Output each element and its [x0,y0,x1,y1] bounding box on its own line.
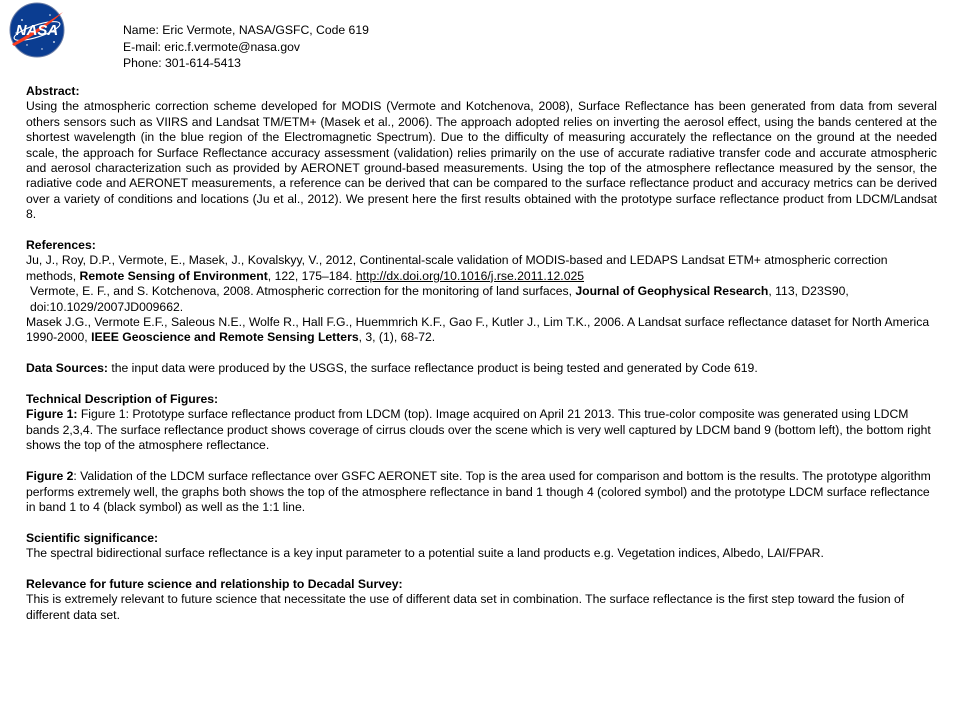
technical-section [26,392,937,515]
reference-text: , 113, D23S90, doi:10.1029/2007JD009662. [30,284,849,314]
abstract-text: Using the atmospheric correction scheme developed for MODIS (Vermote and Kotchenova, 2008), Surface Reflectance has been generated from data from several others sensors such as VIIRS and Landsat TM/ETM+ (Masek et al., 2006). The approach adopted relies on inverting the aerosol effect, using the bands centered at the shortest wavelength (in the blue region of the Electromagnetic Spectrum). Due to the difficulty of measuring accurately the reflectance on the ground at the needed scale, the approach for Surface Reflectance accuracy assessment (validation) relies primarily on the use of accurate radiative transfer code and accurate atmospheric and aerosol characterization such as provided by AERONET ground-based measurements. Using the top of the atmosphere reflectance measured by the sensor, the radiative code and AERONET measurements, a reference can be derived that can be compared to the surface reflectance product and accuracy metrics can be derived over a variety of conditions and locations (Ju et al., 2012). We present here the first results obtained with the prototype surface reflectance product from LDCM/Landsat 8. [26,99,937,222]
main-content [26,84,937,623]
figure-2-description [26,469,937,515]
significance-text: The spectral bidirectional surface reflectance is a key input parameter to a potential suite a land products e.g. Vegetation indices, Albedo, LAI/FPAR. [26,546,824,561]
nasa-logo-text: NASA [15,22,59,39]
reference-journal: IEEE Geoscience and Remote Sensing Letters [91,330,359,345]
reference-text: Ju, J., Roy, D.P., Vermote, E., Masek, J., Kovalskyy, V., 2012, Continental-scale validation of MODIS-based and LEDAPS Landsat ETM+ atmospheric correction methods, [26,253,888,283]
reference-ju-2012 [26,253,937,284]
significance-heading: Scientific significance: [26,530,159,545]
nasa-logo [2,0,72,60]
references-section [26,238,937,346]
reference-journal: Remote Sensing of Environment [79,268,268,283]
relevance-section [26,577,937,623]
data-sources-text: the input data were produced by the USGS, the surface reflectance product is being tested and generated by Code 619. [107,361,758,376]
relevance-heading: Relevance for future science and relationship to Decadal Survey: [26,576,403,591]
references-heading: References: [26,238,96,253]
figure-1-label: Figure 1: [26,407,78,422]
figure-2-text: : Validation of the LDCM surface reflectance over GSFC AERONET site. Top is the area used for comparison and bottom is the results. The prototype algorithm performs extremely well, the graphs both shows the top of the atmosphere reflectance in band 1 though 4 (colored symbol) and the prototype LDCM surface reflectance in band 1 to 4 (black symbol) as well as the 1:1 line. [26,469,931,514]
reference-text: , 122, 175–184. [267,268,356,283]
technical-heading: Technical Description of Figures: [26,392,219,407]
data-sources-label: Data Sources: [26,361,108,376]
doi-link[interactable]: http://dx.doi.org/10.1016/j.rse.2011.12.025 [355,268,585,283]
abstract-section [26,84,937,223]
data-sources-section [26,361,937,376]
contact-name: Name: Eric Vermote, NASA/GSFC, Code 619 [123,23,369,37]
figure-2-label: Figure 2 [26,469,74,484]
relevance-text: This is extremely relevant to future science that necessitate the use of different data set in combination. The surface reflectance is the first step toward the fusion of different data set. [26,592,905,622]
reference-text: Vermote, E. F., and S. Kotchenova, 2008. Atmospheric correction for the monitoring of land surfaces, [30,284,576,299]
figure-1-text: Figure 1: Prototype surface reflectance product from LDCM (top). Image acquired on April 21 2013. This true-color composite was generated using LDCM bands 2,3,4. The surface reflectance product shows coverage of cirrus clouds over the scene which is very well captured by LDCM band 9 (bottom left), the bottom right shows the top of the atmosphere reflectance. [26,407,931,453]
significance-section [26,531,937,562]
reference-journal: Journal of Geophysical Research [575,284,769,299]
reference-text: Masek J.G., Vermote E.F., Saleous N.E., Wolfe R., Hall F.G., Huemmrich K.F., Gao F., Kutler J., Lim T.K., 2006. A Landsat surface reflectance dataset for North America 1990-2000, [26,315,930,345]
reference-text: , 3, (1), 68-72. [358,330,436,345]
reference-masek-2006 [26,315,937,346]
contact-email: E-mail: eric.f.vermote@nasa.gov [123,39,300,54]
reference-vermote-2008 [26,284,937,315]
contact-phone: Phone: 301-614-5413 [123,56,241,70]
contact-info [123,22,623,72]
figure-1-description [26,407,937,453]
abstract-heading: Abstract: [26,84,80,98]
